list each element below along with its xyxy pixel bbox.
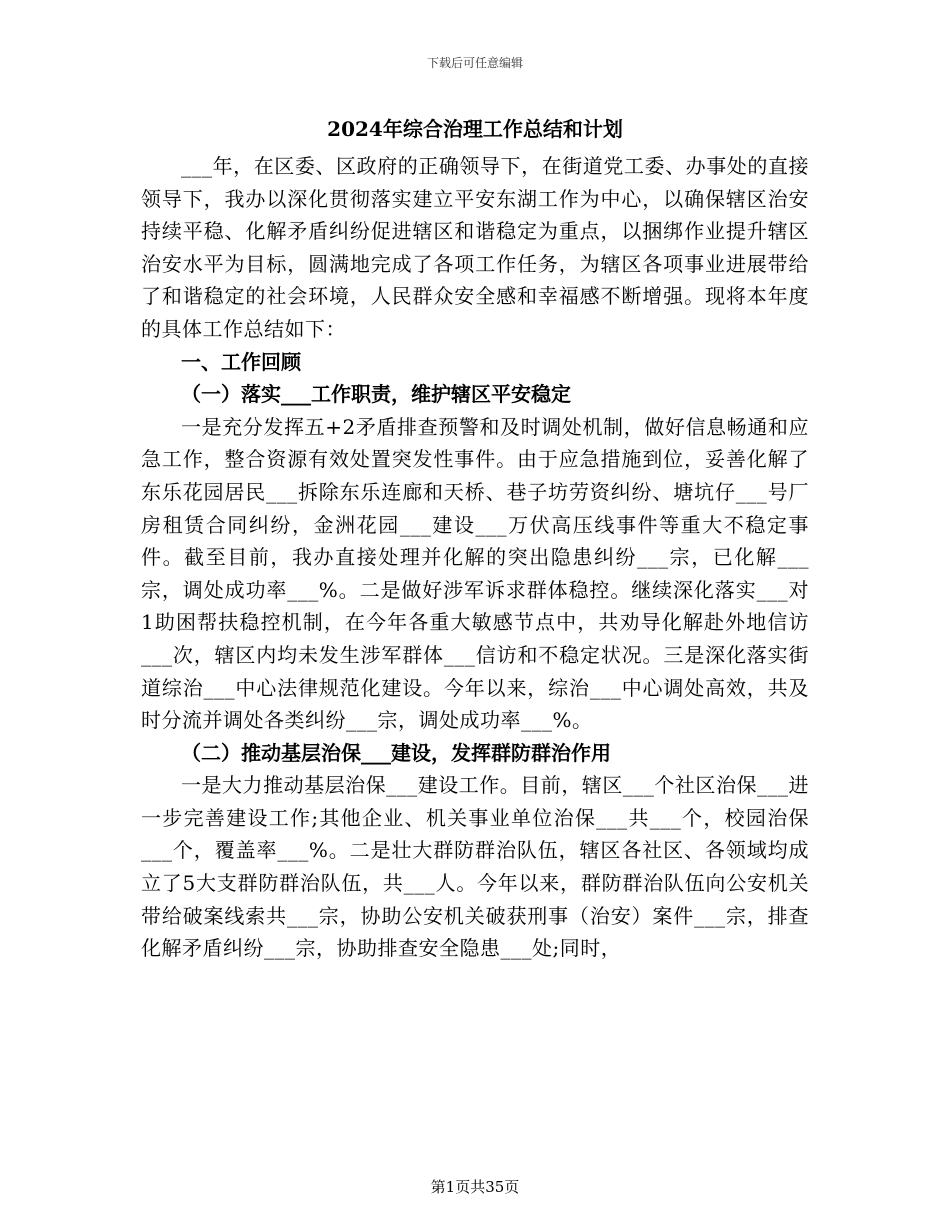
document-body (141, 116, 809, 965)
subsection-heading-1: （一）落实___工作职责，维护辖区平安稳定 (181, 382, 571, 407)
section-heading-work-review: 一、工作回顾 (181, 349, 301, 374)
document-title: 2024年综合治理工作总结和计划 (327, 117, 623, 141)
subsection-1-paragraph: 一是充分发挥五+2矛盾排查预警和及时调处机制，做好信息畅通和应急工作，整合资源有效处置突发性事件。由于应急措施到位，妥善化解了东乐花园居民___拆除东乐连廊和天桥、巷子坊劳资纠纷、塘坑仔___号厂房租赁合同纠纷，金洲花园___建设___万伏高压线事件等重大不稳定事件。截至目前，我办直接处理并化解的突出隐患纠纷___宗，已化解___宗，调处成功率___%。二是做好涉军诉求群体稳控。继续深化落实___对1助困帮扶稳控机制，在今年各重大敏感节点中，共劝导化解赴外地信访___次，辖区内均未发生涉军群体___信访和不稳定状况。三是深化落实街道综治___中心法律规范化建设。今年以来，综治___中心调处高效，共及时分流并调处各类纠纷___宗，调处成功率___%。 (141, 414, 809, 733)
subsection-2-paragraph: 一是大力推动基层治保___建设工作。目前，辖区___个社区治保___进一步完善建设工作;其他企业、机关事业单位治保___共___个，校园治保___个，覆盖率___%。二是壮大群防群治队伍，辖区各社区、各领域均成立了5大支群防群治队伍，共___人。今年以来，群防群治队伍向公安机关带给破案线索共___宗，协助公安机关破获刑事（治安）案件___宗，排查化解矛盾纠纷___宗，协助排查安全隐患___处;同时， (141, 773, 809, 961)
intro-paragraph: ___年，在区委、区政府的正确领导下，在街道党工委、办事处的直接领导下，我办以深化贯彻落实建立平安东湖工作为中心，以确保辖区治安持续平稳、化解矛盾纠纷促进辖区和谐稳定为重点，以捆绑作业提升辖区治安水平为目标，圆满地完成了各项工作任务，为辖区各项事业进展带给了和谐稳定的社会环境，人民群众安全感和幸福感不断增强。现将本年度的具体工作总结如下： (141, 154, 809, 341)
header-note: 下载后可任意编辑 (426, 56, 523, 70)
page-number-footer: 第1页共35页 (430, 1178, 520, 1196)
subsection-heading-2: （二）推动基层治保___建设，发挥群防群治作用 (181, 740, 611, 765)
